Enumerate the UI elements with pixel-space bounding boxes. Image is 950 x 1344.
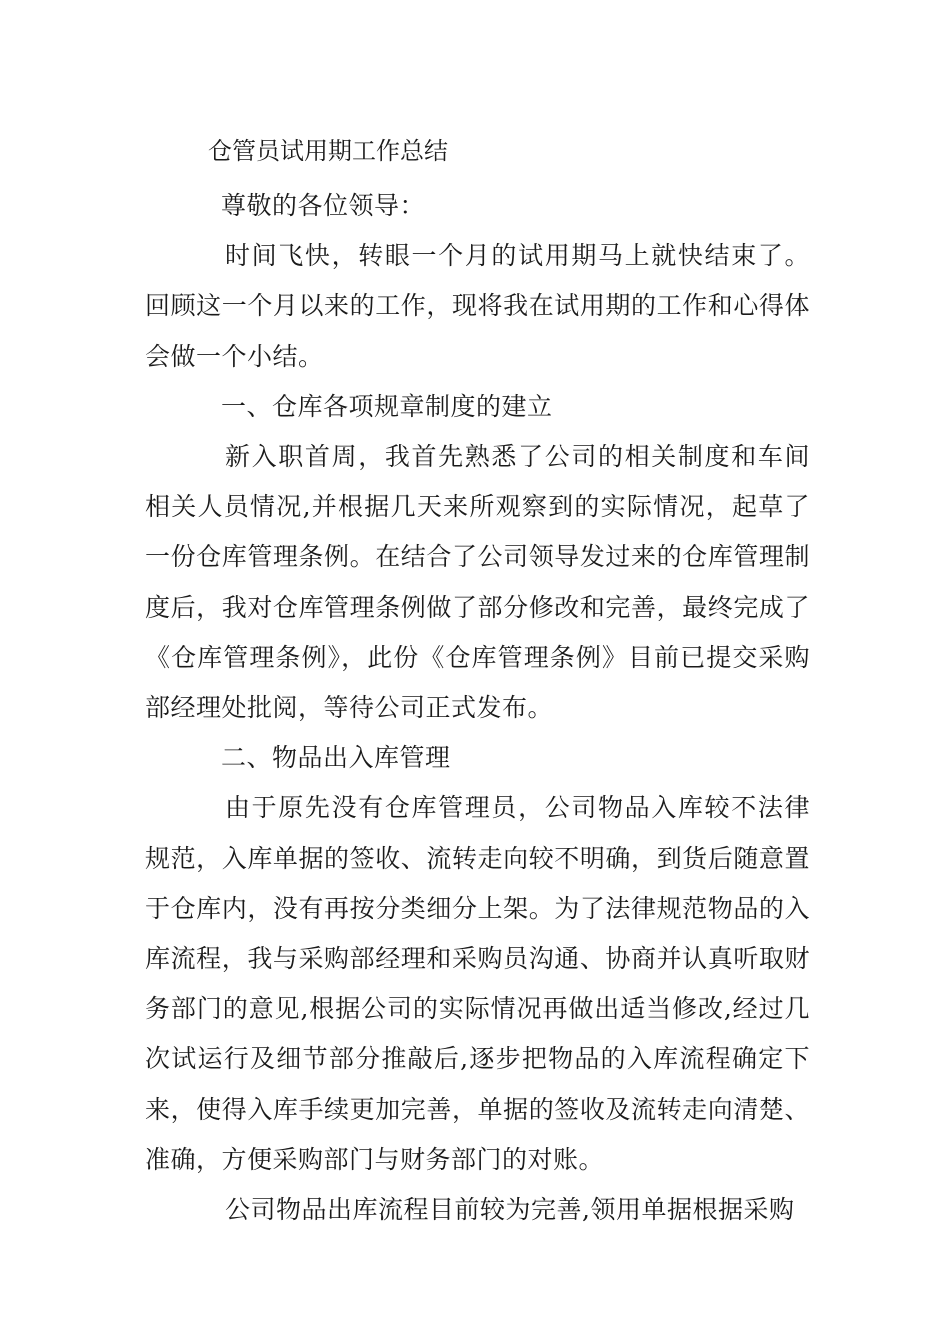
paragraph-outbound: 公司物品出库流程目前较为完善,领用单据根据采购 [225, 1195, 795, 1225]
section-heading-rules: 一、仓库各项规章制度的建立 [221, 391, 553, 421]
salutation: 尊敬的各位领导： [221, 191, 426, 220]
paragraph-intro: 时间飞快，转眼一个月的试用期马上就快结束了。回顾这一个月以来的工作，现将我在试用期的工作和心得体会做一个小结。 [145, 241, 810, 371]
document-title: 仓管员试用期工作总结 [208, 137, 448, 165]
paragraph-rules: 新入职首周，我首先熟悉了公司的相关制度和车间相关人员情况,并根据几天来所观察到的实际情况，起草了一份仓库管理条例。在结合了公司领导发过来的仓库管理制度后，我对仓库管理条例做了部分修改和完善，最终完成了《仓库管理条例》，此份《仓库管理条例》目前已提交采购部经理处批阅，等待公司正式发布。 [145, 442, 810, 723]
paragraph-inbound: 由于原先没有仓库管理员，公司物品入库较不法律规范，入库单据的签收、流转走向较不明确，到货后随意置于仓库内，没有再按分类细分上架。为了法律规范物品的入库流程，我与采购部经理和采购员沟通、协商并认真听取财务部门的意见,根据公司的实际情况再做出适当修改,经过几次试运行及细节部分推敲后,逐步把物品的入库流程确定下来，使得入库手续更加完善，单据的签收及流转走向清楚、准确，方便采购部门与财务部门的对账。 [145, 793, 810, 1174]
section-heading-inventory: 二、物品出入库管理 [221, 743, 451, 773]
document-body [145, 181, 810, 1235]
